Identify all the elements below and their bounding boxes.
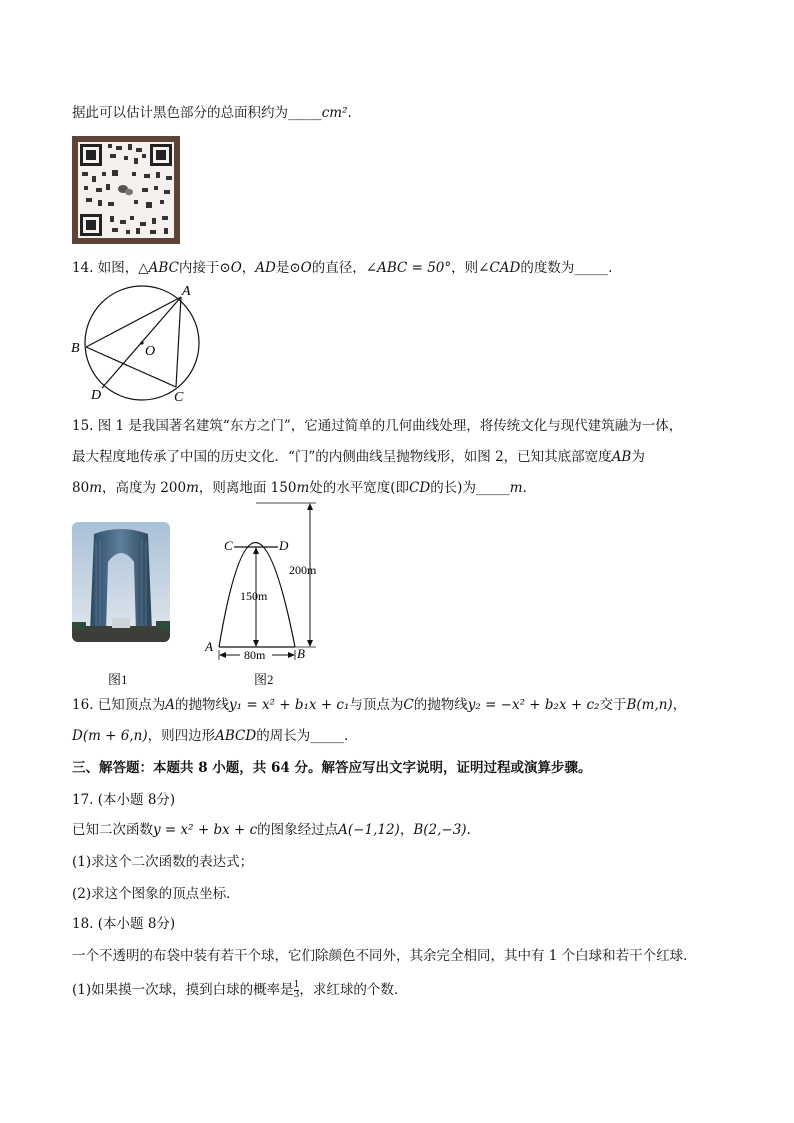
q15-unit: m: [89, 480, 102, 496]
q14-circle: ⊙O: [219, 260, 242, 276]
q16-text: 16. 已知顶点为: [72, 697, 166, 713]
q14-angle-abc: ∠ABC = 50°: [365, 260, 452, 276]
q17-text: ，: [399, 822, 414, 838]
question-17-title: 17. (本小题 8分): [72, 792, 176, 808]
q15-unit: m: [509, 480, 523, 496]
q15-unit: m: [186, 480, 199, 496]
q15-ab: AB: [611, 449, 632, 465]
q15-text: .: [522, 480, 527, 496]
q14-ad: AD: [255, 260, 276, 276]
q15-text: 处的水平宽度(即: [309, 480, 410, 496]
section-3-heading: 三、解答题：本题共 8 小题，共 64 分。解答应写出文字说明，证明过程或演算步骤。: [72, 760, 592, 776]
q16-a: A: [165, 697, 176, 713]
q16-abcd: ABCD: [215, 728, 257, 744]
qr-code-image: [72, 136, 180, 244]
q15-cd: CD: [409, 480, 431, 496]
question-18-part-1: [72, 980, 407, 1000]
figure-2-parabola-diagram: [200, 498, 340, 666]
fraction-numerator: 1: [293, 980, 300, 990]
label-a: A: [182, 284, 191, 299]
label-b: B: [297, 646, 305, 661]
label-c: C: [174, 390, 184, 404]
label-d: D: [279, 538, 289, 553]
question-18-line-1: 一个不透明的布袋中装有若干个球，它们除颜色不同外，其余完全相同，其中有 1 个白球和若干个红球．: [72, 948, 697, 964]
question-17-line-1: [72, 820, 471, 840]
question-17-part-1: (1)求这个二次函数的表达式；: [72, 854, 254, 870]
q17-text: 已知二次函数: [72, 822, 153, 838]
question-17-part-2: (2)求这个图象的顶点坐标．: [72, 886, 240, 902]
q18-text: (1)如果摸一次球，摸到白球的概率是: [72, 982, 294, 998]
fraction-denominator: 3: [293, 990, 300, 1000]
q16-point-b: B(m,n): [626, 697, 673, 713]
q14-text: 内接于: [178, 260, 220, 276]
q16-text: ，: [672, 697, 687, 713]
period: .: [347, 105, 352, 121]
q17-text: .: [466, 822, 471, 838]
q14-circle: ⊙O: [289, 260, 312, 276]
q18-text: ，求红球的个数．: [299, 982, 408, 998]
q16-text: 交于: [599, 697, 627, 713]
unit-cm2: cm²: [321, 105, 348, 121]
label-b: B: [71, 341, 80, 356]
q16-text: 与顶点为: [349, 697, 404, 713]
q14-text: ，则: [451, 260, 479, 276]
q16-parabola-1: y₁ = x² + b₁x + c₁: [229, 697, 350, 713]
question-15-line-2: [72, 447, 645, 467]
q17-point-b: B(2,−3): [413, 822, 467, 838]
question-15-line-3: [72, 478, 527, 498]
figure-14-circle-diagram: [66, 282, 216, 404]
question-16-line-1: [72, 695, 686, 715]
figure-1-photo-gate-building: [72, 522, 170, 642]
q16-text: ，则四边形: [147, 728, 216, 744]
q16-text: 的周长为_____.: [256, 728, 349, 744]
question-15-line-1: [72, 416, 682, 436]
segment-ac: [176, 297, 181, 387]
question-14: [72, 258, 612, 278]
area-question-text: 据此可以估计黑色部分的总面积约为_____: [72, 105, 322, 121]
q17-function: y = x² + bx + c: [153, 822, 258, 838]
label-o: O: [145, 344, 156, 359]
q14-text: 的直径，: [311, 260, 366, 276]
label-c: C: [224, 538, 233, 553]
label-200m: 200m: [289, 563, 317, 577]
text-line-area: [72, 103, 352, 123]
q16-point-d: D(m + 6,n): [72, 728, 148, 744]
q15-text: 最大程度地传承了中国的历史文化．“门”的内侧曲线呈抛物线形，如图 2，已知其底部宽度: [72, 449, 612, 465]
q15-unit: m: [296, 480, 310, 496]
q15-text: ，则离地面 150: [198, 480, 297, 496]
q15-text: 80: [72, 480, 90, 496]
q16-text: 的抛物线: [413, 697, 468, 713]
q15-text: 15. 图 1 是我国著名建筑“东方之门”，它通过简单的几何曲线处理，将传统文化与现代建筑融为一体，: [72, 418, 683, 434]
label-150m: 150m: [240, 589, 268, 603]
q15-text: 的长)为_____: [430, 480, 510, 496]
question-18-title: 18. (本小题 8分): [72, 916, 176, 932]
center-dot: [140, 341, 143, 344]
figure-1-caption: 图1: [108, 672, 128, 687]
q15-text: 为: [631, 449, 645, 465]
q17-point-a: A(−1,12): [338, 822, 400, 838]
label-d: D: [91, 388, 102, 403]
q14-text: 是: [275, 260, 290, 276]
q14-text: 的度数为_____.: [520, 260, 613, 276]
q17-text: 的图象经过点: [257, 822, 339, 838]
q16-text: 的抛物线: [175, 697, 230, 713]
q16-parabola-2: y₂ = −x² + b₂x + c₂: [467, 697, 600, 713]
q14-triangle: △ABC: [138, 260, 179, 276]
q14-number: 14. 如图，: [72, 260, 139, 276]
figure-2-caption: 图2: [254, 672, 274, 687]
label-80m: 80m: [244, 648, 266, 662]
label-a: A: [205, 639, 213, 654]
q15-text: ，高度为 200: [102, 480, 187, 496]
q16-c: C: [403, 697, 414, 713]
question-16-line-2: [72, 726, 348, 746]
q14-angle-cad: ∠CAD: [478, 260, 521, 276]
q14-text: ，: [241, 260, 256, 276]
